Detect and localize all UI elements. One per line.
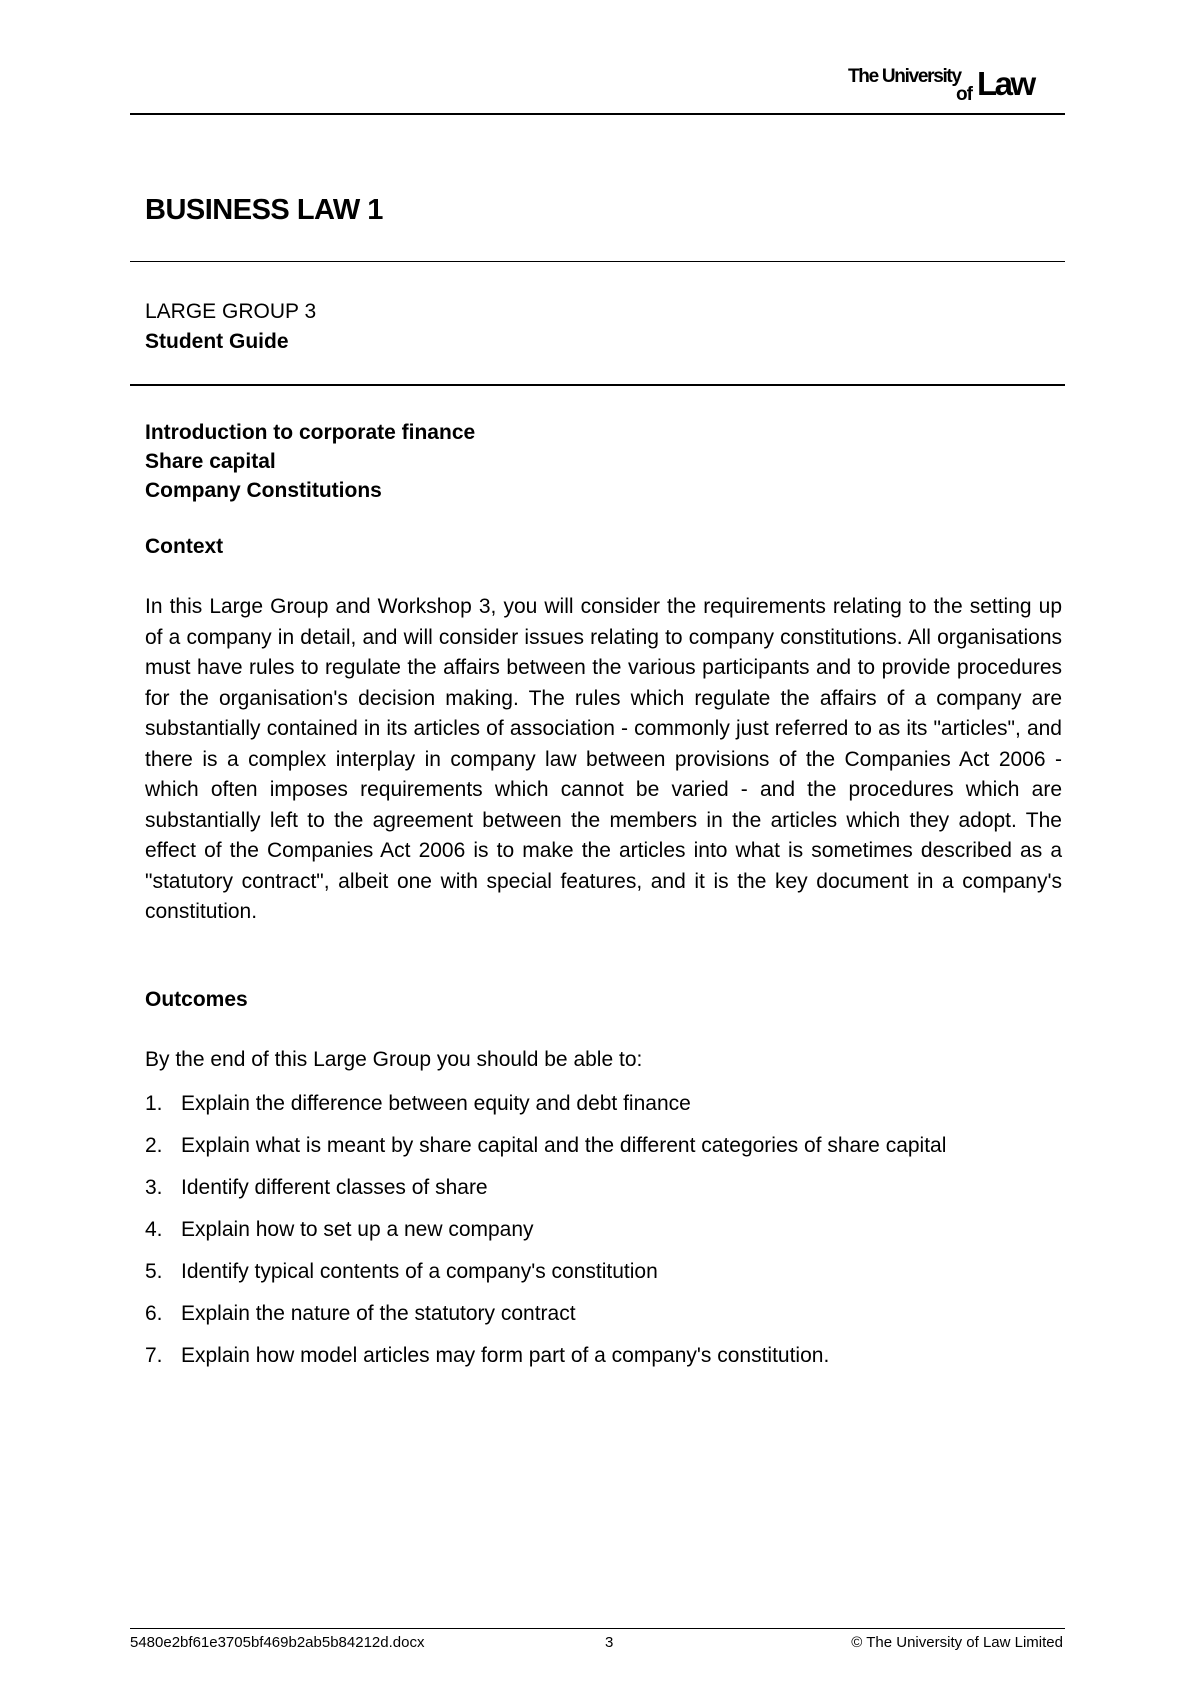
logo-of: of [956, 84, 972, 105]
topic-item: Introduction to corporate finance [145, 421, 476, 444]
topic-item: Company Constitutions [145, 479, 382, 502]
outcomes-intro: By the end of this Large Group you should be able to: [145, 1048, 643, 1071]
header-divider [130, 113, 1065, 115]
outcomes-list [145, 1090, 1062, 1384]
outcome-item: 2. Explain what is meant by share capital and the different categories of share capital [145, 1134, 947, 1157]
student-guide-label: Student Guide [145, 330, 289, 353]
topic-item: Share capital [145, 450, 276, 473]
outcome-item: 7. Explain how model articles may form part of a company's constitution. [145, 1344, 830, 1367]
document-title: BUSINESS LAW 1 [145, 194, 383, 226]
session-info [145, 297, 316, 357]
footer-divider [130, 1628, 1065, 1629]
session-divider [130, 384, 1065, 386]
context-heading: Context [145, 535, 224, 558]
outcome-item: 5. Identify typical contents of a company's constitution [145, 1260, 658, 1283]
context-paragraph: In this Large Group and Workshop 3, you will consider the requirements relating to the setting up of a company in detail, and will consider issues relating to company constitutions. All organisations must have rules to regulate the affairs between the various participants and to provide procedures for the organisation's decision making. The rules which regulate the affairs of a company are substantially contained in its articles of association - commonly just referred to as its "articles", and there is a complex interplay in company law between provisions of the Companies Act 2006 - which often imposes requirements which cannot be varied - and the procedures which are substantially left to the agreement between the members in the articles which they adopt. The effect of the Companies Act 2006 is to make the articles into what is sometimes described as a "statutory contract", albeit one with special features, and it is the key document in a company's constitution. [145, 595, 1062, 923]
outcome-item: 4. Explain how to set up a new company [145, 1218, 534, 1241]
footer-page-number: 3 [605, 1634, 614, 1651]
logo-law: Law [977, 65, 1034, 102]
outcome-item: 1. Explain the difference between equity and debt finance [145, 1092, 691, 1115]
title-divider [130, 261, 1065, 262]
large-group-label: LARGE GROUP 3 [145, 300, 317, 323]
footer-filename: 5480e2bf61e3705bf469b2ab5b84212d.docx [130, 1634, 425, 1651]
topics-list [145, 418, 475, 505]
outcomes-heading: Outcomes [145, 988, 248, 1011]
university-logo [848, 62, 1058, 110]
outcome-item: 6. Explain the nature of the statutory contract [145, 1302, 576, 1325]
footer-copyright: © The University of Law Limited [851, 1634, 1063, 1651]
outcome-item: 3. Identify different classes of share [145, 1176, 488, 1199]
logo-text: The University [848, 66, 961, 87]
